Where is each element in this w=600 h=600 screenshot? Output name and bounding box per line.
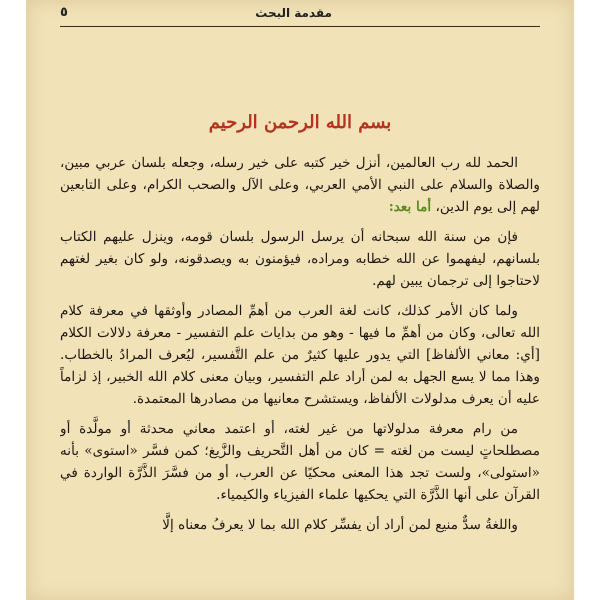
- running-header: [60, 4, 540, 27]
- book-page: [26, 0, 574, 600]
- basmala-heading: بسم الله الرحمن الرحيم: [208, 112, 392, 133]
- header-title: مقدمة البحث: [255, 6, 332, 20]
- body-text: [60, 152, 540, 594]
- paragraph-3: ولما كان الأمر كذلك، كانت لغة العرب من أهمِّ المصادر وأوثقها في معرفة كلام الله تعالى، وكان من أهمِّ ما فيها - وهو من بدايات علم التفسير - معرفة دلالات الكلام [أي: معاني الألفاظ] التي يدور عليها كثيرٌ من علم التَّفسير، ليُعرف المرادُ بالخطاب. وهذا مما لا يسع الجهل به لمن أراد علم التفسير، وبيان معنى كلام الله الخبير، إذ لزاماً عليه أن يعرف مدلولات الألفاظ، ويستشرح معانيها من مصادرها المعتمدة.: [60, 303, 540, 407]
- paragraph-5: واللغةُ سدٌّ منيع لمن أراد أن يفسِّر كلام الله بما لا يعرفُ معناه إلَّا: [162, 517, 518, 533]
- paragraph-1: [60, 152, 540, 218]
- paragraph-4: من رام معرفة مدلولاتها من غير لغته، أو اعتمد معاني محدثة أو مولَّدة أو مصطلحاتٍ ليست من لغته = كان من أهل التَّحريف والزَّيغ؛ كمن فسَّر «استوى» بأنه «استولى»، ولست تجد هذا المعنى محكيًا عن العرب، أو من فسَّرَ الذَّرَّة الواردة في القرآن على أنها الذَّرَّة التي يحكيها علماء الفيزياء والكيمياء.: [60, 421, 540, 503]
- paragraph-1-text: الحمد لله رب العالمين، أنزل خير كتبه على خير رسله، وجعله بلسان عربي مبين، والصلاة والسلام على النبي الأمي العربي، وعلى الآل والصحب الكرام، وعلى التابعين لهم إلى يوم الدين،: [60, 155, 540, 215]
- paragraph-2: فإن من سنة الله سبحانه أن يرسل الرسول بلسان قومه، وينزل عليهم الكتاب بلسانهم، ليفهموا عن الله خطابه ومراده، فيؤمنون به ويصدقونه، ولو كان بغير لغتهم لاحتاجوا إلى ترجمان يبين لهم.: [60, 229, 540, 289]
- amma-bad-phrase: أما بعد:: [388, 199, 432, 215]
- page-number: ٥: [60, 5, 68, 20]
